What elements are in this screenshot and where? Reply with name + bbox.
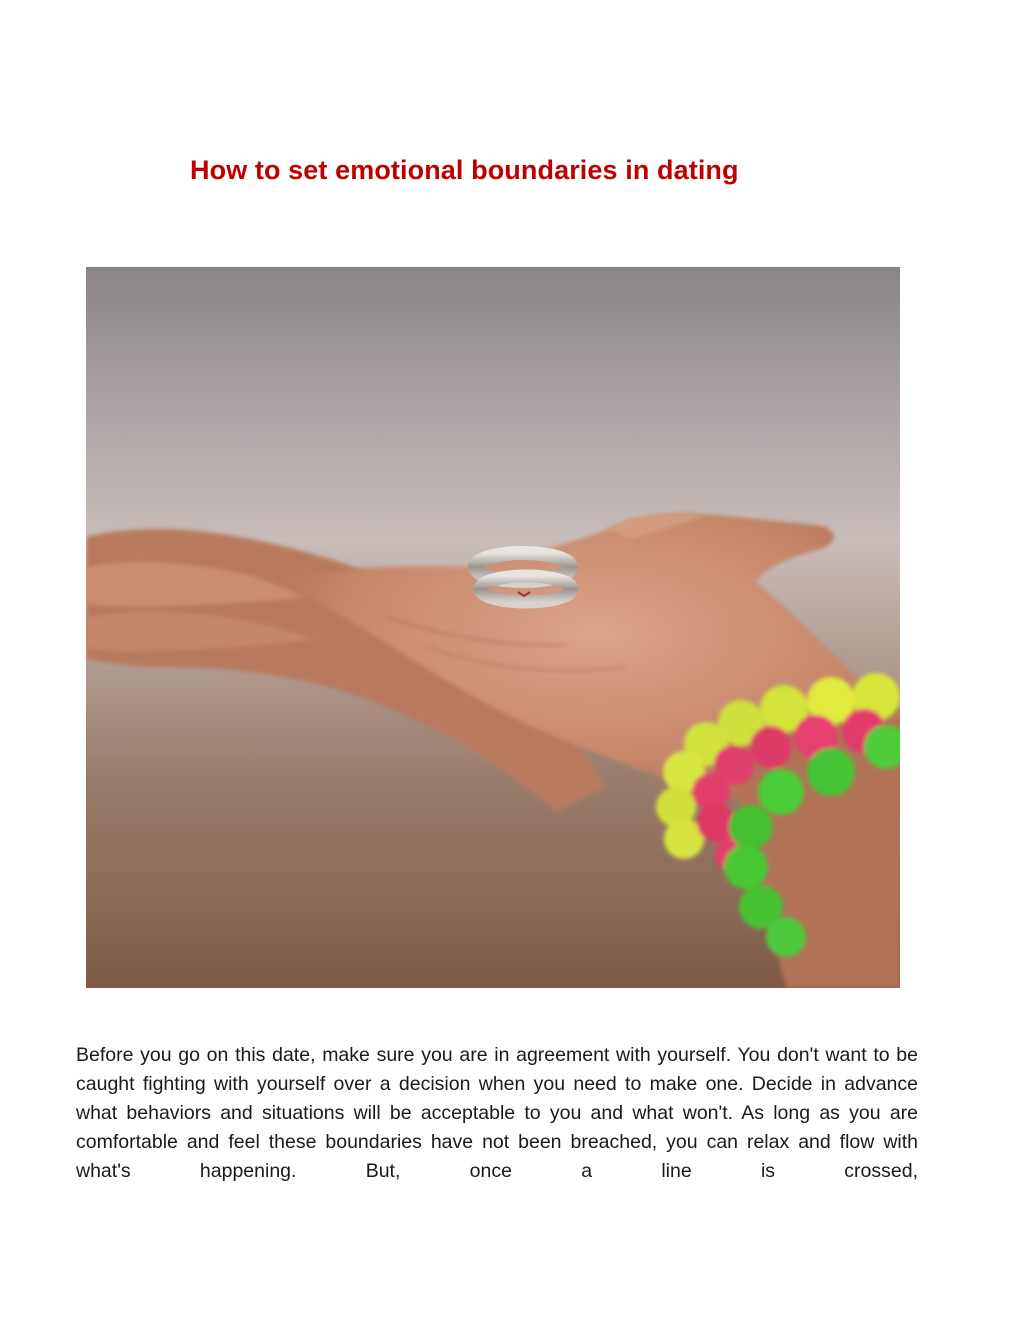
hand-with-rings-photo: [86, 267, 900, 988]
body-paragraph: Before you go on this date, make sure you are in agreement with yourself. You don't want to be caught fighting with yourself over a decision when you need to make one. Decide in advance what behaviors and situations will be acceptable to you and what won't. As long as you are comfortable and feel these boundaries have not been breached, you can relax and flow with what's happening. But, once a line is crossed,: [76, 1044, 918, 1182]
page-title: How to set emotional boundaries in dating: [190, 155, 739, 185]
